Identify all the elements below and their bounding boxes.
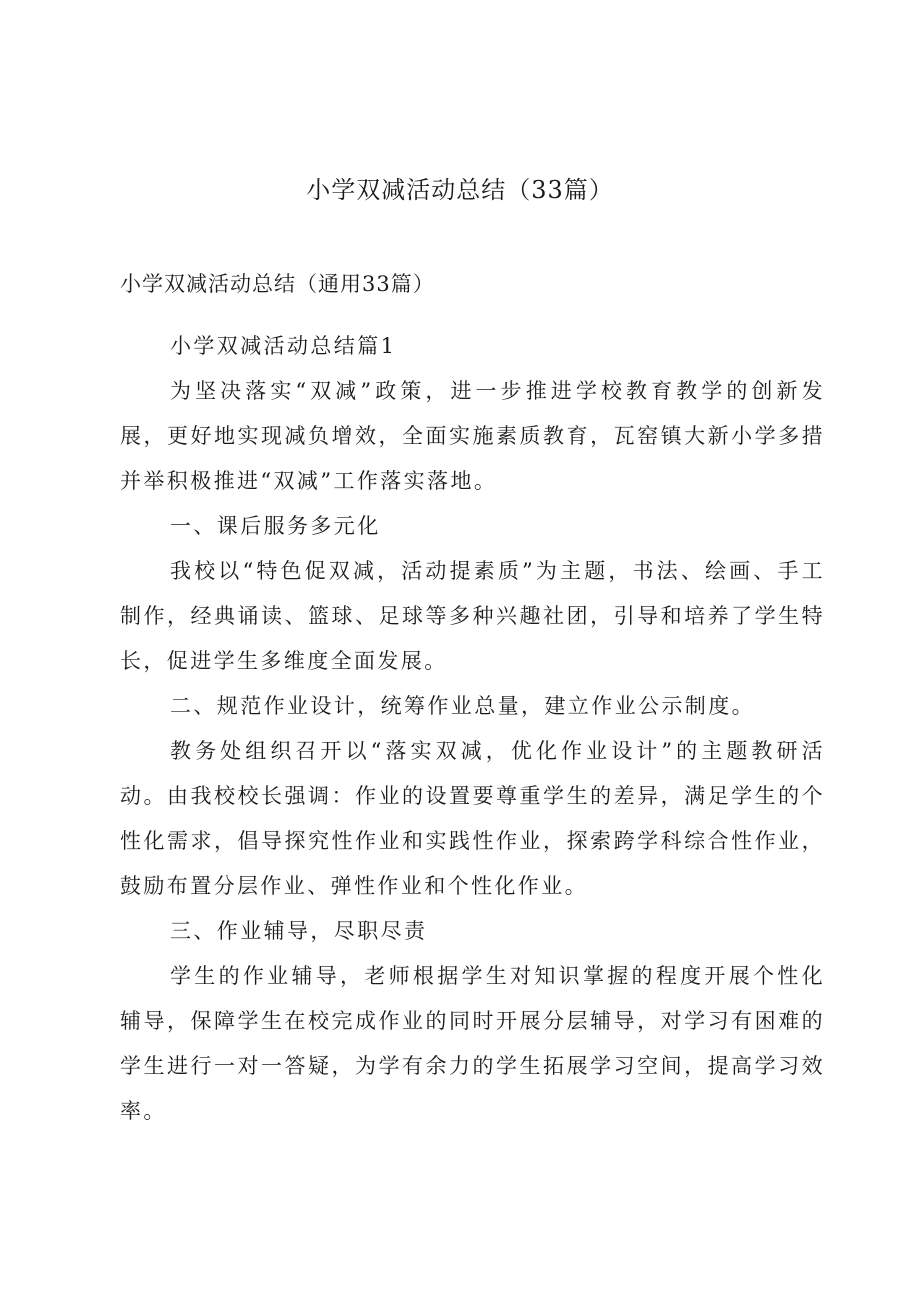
paragraph: 我校以“特色促双减，活动提素质”为主题，书法、绘画、手工制作，经典诵读、篮球、足球等多种兴趣社团，引导和培养了学生特长，促进学生多维度全面发展。 (120, 559, 825, 673)
section-heading: 三、作业辅导，尽职尽责 (170, 919, 428, 943)
document-body (120, 324, 825, 1134)
section-heading: 二、规范作业设计，统筹作业总量，建立作业公示制度。 (170, 694, 755, 718)
paragraph: 教务处组织召开以“落实双减，优化作业设计”的主题教研活动。由我校校长强调：作业的设置要尊重学生的差异，满足学生的个性化需求，倡导探究性作业和实践性作业，探索跨学科综合性作业，鼓励布置分层作业、弹性作业和个性化作业。 (120, 739, 825, 898)
document-title: 小学双减活动总结（33篇） (306, 176, 614, 204)
document-subtitle: 小学双减活动总结（通用33篇） (120, 272, 435, 296)
paragraph: 为坚决落实“双减”政策，进一步推进学校教育教学的创新发展，更好地实现减负增效，全面实施素质教育，瓦窑镇大新小学多措并举积极推进“双减”工作落实落地。 (120, 379, 825, 493)
section-heading: 一、课后服务多元化 (170, 514, 381, 538)
section-heading: 小学双减活动总结篇1 (170, 334, 397, 358)
paragraph: 学生的作业辅导，老师根据学生对知识掌握的程度开展个性化辅导，保障学生在校完成作业的同时开展分层辅导，对学习有困难的学生进行一对一答疑，为学有余力的学生拓展学习空间，提高学习效率。 (120, 964, 825, 1123)
